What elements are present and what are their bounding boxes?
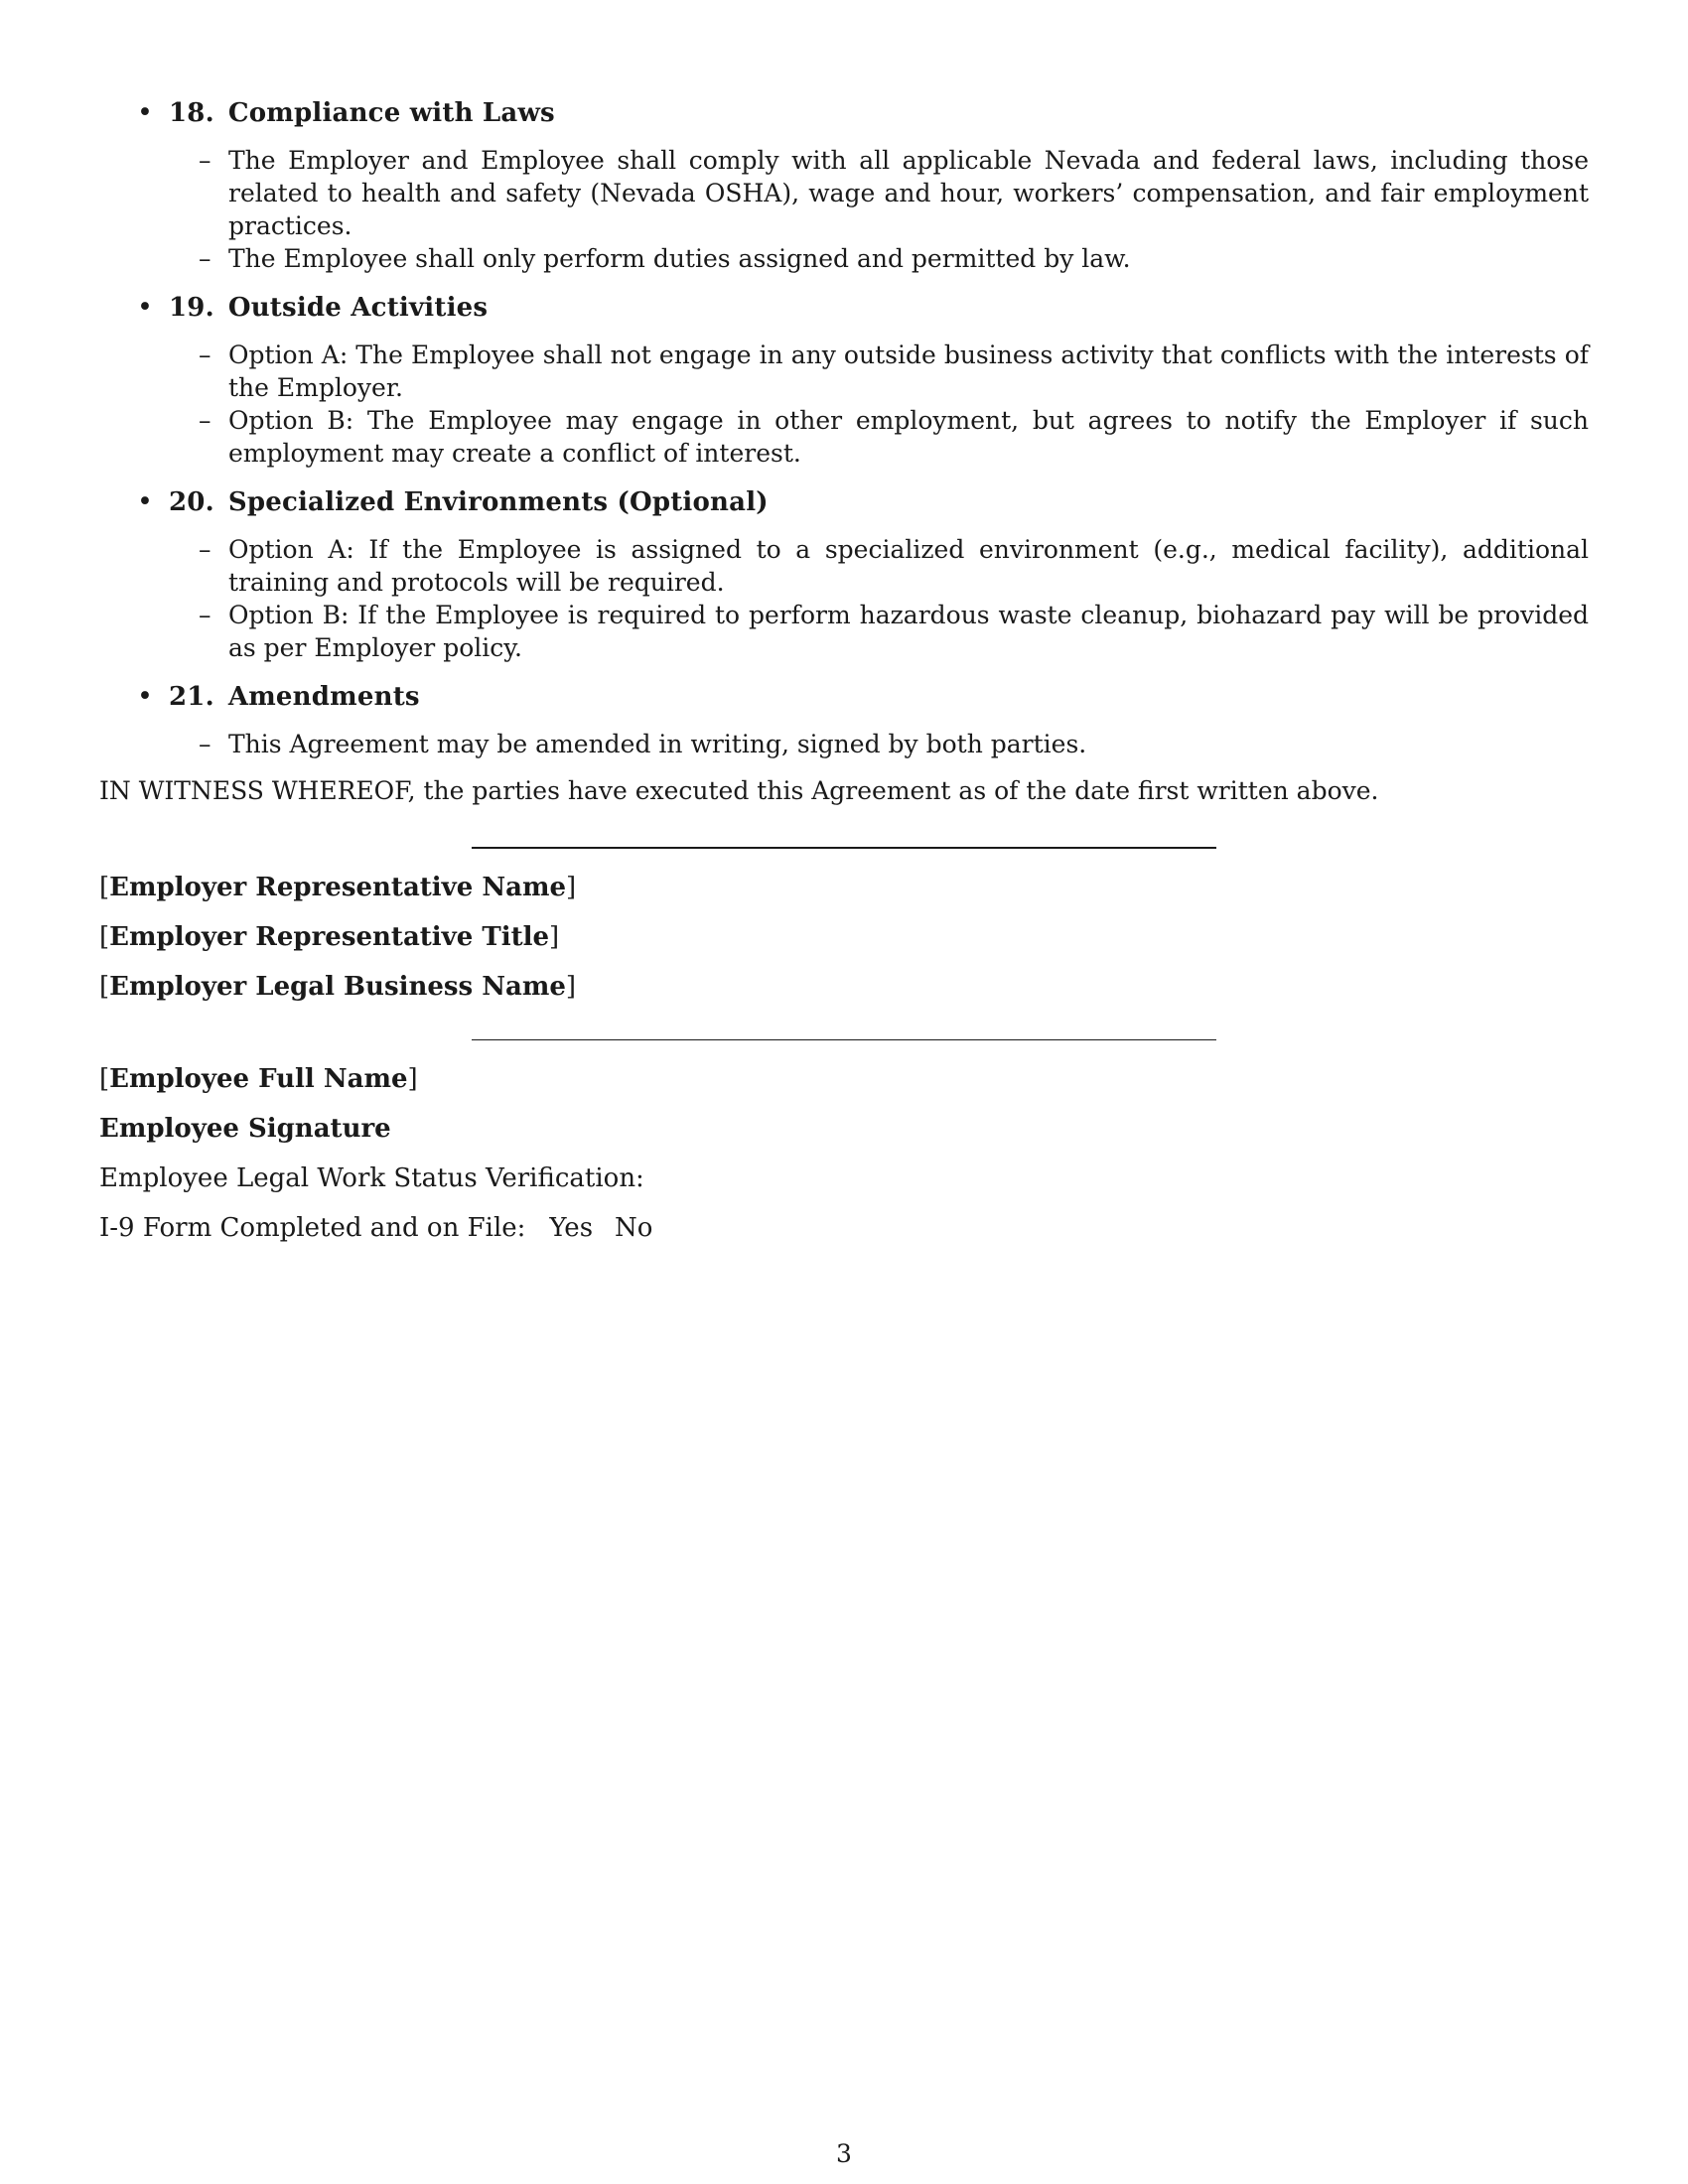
section-19 xyxy=(99,289,1589,470)
employee-full-name xyxy=(99,1062,1589,1096)
section-list xyxy=(99,94,1589,760)
close-bracket: ] xyxy=(407,1064,418,1094)
item-text: The Employer and Employee shall comply with all applicable Nevada and federal laws, including those related to health and safety (Nevada OSHA), wage and hour, workers’ compensation, and fair employment practices. xyxy=(228,146,1589,240)
section-title: Specialized Environments (Optional) xyxy=(227,487,769,517)
field-text: Employer Representative Title xyxy=(109,922,550,952)
section-title: Outside Activities xyxy=(227,293,489,323)
section-number: 20. xyxy=(169,487,214,517)
dash-icon: – xyxy=(199,601,211,629)
open-bracket: [ xyxy=(99,873,110,902)
section-heading xyxy=(169,94,1589,132)
bullet-icon: • xyxy=(137,486,153,517)
dash-icon: – xyxy=(199,146,211,175)
employer-signature-line xyxy=(472,847,1216,849)
section-number: 21. xyxy=(169,682,214,712)
dash-icon: – xyxy=(199,730,211,758)
employer-representative-name xyxy=(99,871,1589,904)
list-item xyxy=(169,242,1589,275)
section-items xyxy=(169,728,1589,760)
section-heading xyxy=(169,678,1589,716)
item-text: The Employee shall only perform duties assigned and permitted by law. xyxy=(228,244,1131,273)
employer-representative-title xyxy=(99,920,1589,954)
section-title: Compliance with Laws xyxy=(227,98,555,128)
item-text: Option B: The Employee may engage in other employment, but agrees to notify the Employer if such employment may create a conflict of interest. xyxy=(228,406,1589,468)
yes-no-options xyxy=(549,1213,652,1243)
open-bracket: [ xyxy=(99,922,110,952)
section-title: Amendments xyxy=(227,682,420,712)
employer-legal-business-name xyxy=(99,970,1589,1004)
section-items xyxy=(169,144,1589,275)
section-21 xyxy=(99,678,1589,760)
close-bracket: ] xyxy=(566,873,577,902)
dash-icon: – xyxy=(199,341,211,369)
open-bracket: [ xyxy=(99,972,110,1002)
section-20 xyxy=(99,483,1589,664)
list-item xyxy=(169,144,1589,242)
i9-label: I-9 Form Completed and on File: xyxy=(99,1213,526,1243)
witness-clause: IN WITNESS WHEREOF, the parties have executed this Agreement as of the date first written above. xyxy=(99,776,1379,805)
document-page xyxy=(99,94,1589,1245)
item-text: Option B: If the Employee is required to perform hazardous waste cleanup, biohazard pay will be provided as per Employer policy. xyxy=(228,601,1589,662)
dash-icon: – xyxy=(199,244,211,273)
section-heading xyxy=(169,289,1589,327)
dash-icon: – xyxy=(199,406,211,435)
employee-signature-label: Employee Signature xyxy=(99,1114,391,1144)
section-number: 19. xyxy=(169,293,214,323)
list-item xyxy=(169,533,1589,599)
list-item xyxy=(169,404,1589,470)
bullet-icon: • xyxy=(137,97,153,128)
work-status-verification-label: Employee Legal Work Status Verification: xyxy=(99,1163,644,1193)
item-text: Option A: If the Employee is assigned to a specialized environment (e.g., medical facility), additional training and protocols will be required. xyxy=(228,535,1589,597)
no-option[interactable]: No xyxy=(615,1213,653,1243)
yes-option[interactable]: Yes xyxy=(549,1213,594,1243)
page-number: 3 xyxy=(836,2139,852,2168)
list-item xyxy=(169,339,1589,404)
section-items xyxy=(169,533,1589,664)
i9-form-line xyxy=(99,1211,1589,1245)
dash-icon: – xyxy=(199,535,211,564)
list-item xyxy=(169,599,1589,664)
field-text: Employer Legal Business Name xyxy=(109,972,566,1002)
bullet-icon: • xyxy=(137,681,153,712)
field-text: Employer Representative Name xyxy=(109,873,567,902)
bullet-icon: • xyxy=(137,292,153,323)
close-bracket: ] xyxy=(549,922,560,952)
item-text: Option A: The Employee shall not engage in any outside business activity that conflicts with the interests of the Employer. xyxy=(228,341,1589,402)
section-18 xyxy=(99,94,1589,275)
open-bracket: [ xyxy=(99,1064,110,1094)
section-heading xyxy=(169,483,1589,521)
list-item xyxy=(169,728,1589,760)
close-bracket: ] xyxy=(565,972,577,1002)
field-text: Employee Full Name xyxy=(109,1064,408,1094)
section-number: 18. xyxy=(169,98,214,128)
section-items xyxy=(169,339,1589,470)
item-text: This Agreement may be amended in writing, signed by both parties. xyxy=(228,730,1087,758)
employee-signature-line xyxy=(472,1039,1216,1040)
